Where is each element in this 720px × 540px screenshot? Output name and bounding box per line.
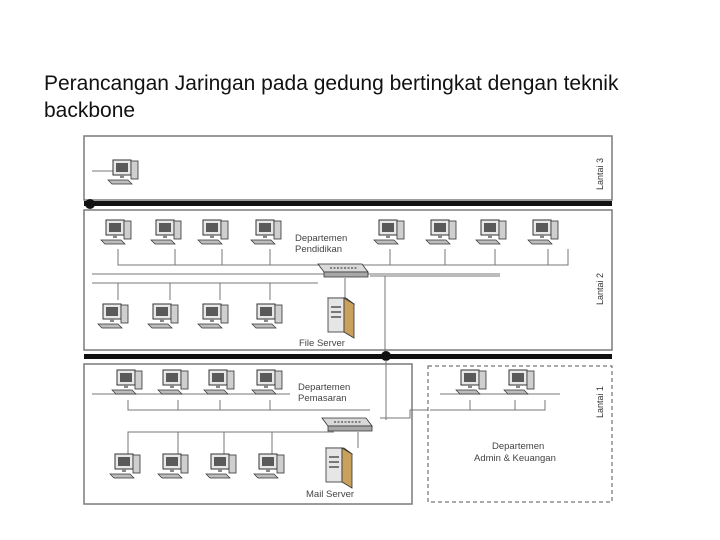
- network-switch-icon: [322, 418, 372, 431]
- floor-3: [84, 136, 612, 200]
- department-name-line1: Departemen: [295, 233, 348, 244]
- department-name-line2: Pemasaran: [298, 393, 347, 404]
- backbone-node-icon: [85, 199, 95, 209]
- floor-3-label: Lantai 3: [595, 157, 605, 190]
- floor-1-label: Lantai 1: [595, 385, 605, 418]
- backbone-bar-lower: [84, 354, 612, 359]
- floor-2-label: Lantai 2: [595, 272, 605, 305]
- backbone-node-icon: [381, 351, 391, 361]
- floor-2: [84, 210, 612, 354]
- department-name-line1: Departemen: [298, 382, 351, 393]
- slide-title: Perancangan Jaringan pada gedung bertingkat dengan teknik backbone: [44, 72, 619, 122]
- backbone-bar-upper: [84, 201, 612, 206]
- server-label: File Server: [299, 338, 345, 349]
- department-name-line1: Departemen: [492, 441, 545, 452]
- server-icon: [326, 448, 352, 488]
- floor-3-box: [84, 136, 612, 200]
- server-label: Mail Server: [306, 489, 355, 500]
- department-name-line2: Admin & Keuangan: [474, 453, 556, 464]
- server-icon: [328, 298, 354, 338]
- network-switch-icon: [318, 264, 368, 277]
- department-name-line2: Pendidikan: [295, 244, 343, 255]
- floor-1: [84, 360, 612, 504]
